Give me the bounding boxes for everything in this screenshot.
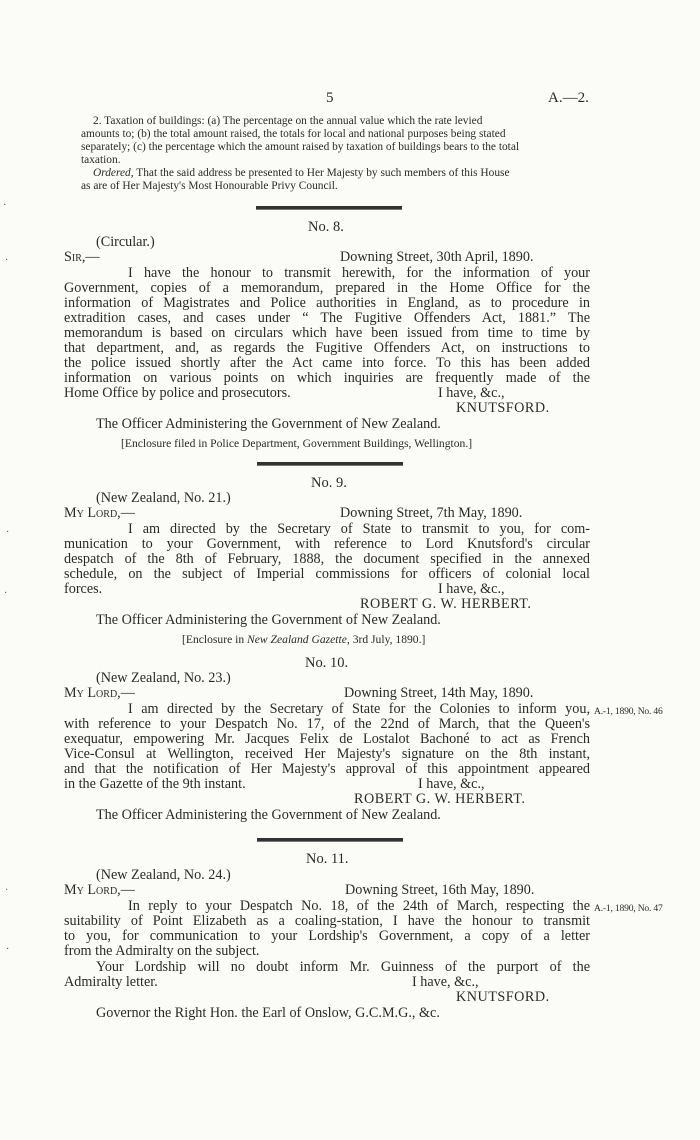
- enclosure-note: [182, 633, 425, 646]
- ordered-line-2: as are of Her Majesty's Most Honourable Privy Council.: [81, 180, 338, 192]
- body-line: despatch of the 8th of February, 1888, the document specified in the annexed: [64, 551, 590, 567]
- body-line: suitability of Point Elizabeth as a coaling-station, I have the honour to transmit: [64, 913, 590, 929]
- letter-prefix: (Circular.): [96, 234, 155, 250]
- body-line: with reference to your Despatch No. 17, of the 22nd of March, that the Queen's: [64, 716, 590, 732]
- body-line: information of Magistrates and Police authorities in England, as to procedure in: [64, 295, 590, 311]
- body-line: memorandum is based on circulars which have been issued from time to time by: [64, 325, 590, 341]
- closing: I have, &c.,: [412, 974, 479, 990]
- page-number: 5: [326, 90, 334, 106]
- letter-prefix: (New Zealand, No. 24.): [96, 867, 231, 883]
- section-rule: [257, 462, 403, 466]
- salutation: My Lord,—: [64, 685, 135, 701]
- body-line: from the Admiralty on the subject.: [64, 943, 260, 959]
- body-line: that department, and, as regards the Fugitive Offenders Act, on instructions to: [64, 340, 590, 356]
- ordered-label: Ordered,: [93, 167, 134, 179]
- letter-number: No. 9.: [311, 475, 347, 491]
- letter-number: No. 11.: [306, 851, 349, 867]
- place-date: Downing Street, 30th April, 1890.: [340, 249, 534, 265]
- signature: KNUTSFORD.: [456, 989, 550, 1005]
- body-line: the police issued shortly after the Act came into force. To this has been added: [64, 355, 590, 371]
- salutation: My Lord,—: [64, 505, 135, 521]
- addressee: The Officer Administering the Government of New Zealand.: [96, 612, 441, 628]
- letter-prefix: (New Zealand, No. 21.): [96, 490, 231, 506]
- closing: I have, &c.,: [438, 581, 505, 597]
- ordered-text: That the said address be presented to Her Majesty by such members of this House: [136, 167, 510, 179]
- salutation: My Lord,—: [64, 882, 135, 898]
- body-line: Your Lordship will no doubt inform Mr. Guinness of the purport of the: [96, 959, 590, 975]
- body-line: Government, copies of a memorandum, prepared in the Home Office for the: [64, 280, 590, 296]
- enclosure-pre: [Enclosure in: [182, 633, 245, 646]
- body-line: I am directed by the Secretary of State for the Colonies to inform you,: [128, 701, 590, 717]
- letter-number: No. 8.: [308, 219, 344, 235]
- salutation: Sir,—: [64, 249, 100, 265]
- preamble-line: 2. Taxation of buildings: (a) The percentage on the annual value which the rate levied: [93, 115, 483, 127]
- section-rule: [256, 206, 402, 210]
- closing: I have, &c.,: [438, 385, 505, 401]
- ordered-line: [93, 167, 510, 180]
- section-rule: [257, 838, 403, 842]
- addressee: The Officer Administering the Government of New Zealand.: [96, 416, 441, 432]
- letter-prefix: (New Zealand, No. 23.): [96, 670, 231, 686]
- place-date: Downing Street, 16th May, 1890.: [345, 882, 535, 898]
- body-line: extradition cases, and cases under “ The Fugitive Offenders Act, 1881.” The: [64, 310, 590, 326]
- signature: ROBERT G. W. HERBERT.: [354, 791, 526, 807]
- body-line: I am directed by the Secretary of State to transmit to you, for com-: [128, 521, 590, 537]
- body-line: Admiralty letter.: [64, 974, 158, 990]
- place-date: Downing Street, 7th May, 1890.: [340, 505, 523, 521]
- enclosure-gazette: New Zealand Gazette,: [247, 633, 350, 646]
- addressee: Governor the Right Hon. the Earl of Onslow, G.C.M.G., &c.: [96, 1005, 440, 1021]
- body-line: to you, for communication to your Lordship's Government, a copy of a letter: [64, 928, 590, 944]
- paper-reference: A.—2.: [548, 90, 589, 106]
- preamble-line: amounts to; (b) the total amount raised, the totals for local and national purposes being stated: [81, 128, 506, 140]
- preamble-line: taxation.: [81, 154, 121, 166]
- scan-mark: ·: [4, 588, 8, 599]
- body-line: exequatur, empowering Mr. Jacques Felix de Lostalot Bachoné to act as French: [64, 731, 590, 747]
- scan-mark: ·: [6, 944, 10, 955]
- scan-mark: ·: [5, 255, 9, 266]
- body-line: In reply to your Despatch No. 18, of the 24th of March, respecting the: [128, 898, 590, 914]
- body-line: Vice-Consul at Wellington, received Her Majesty's signature on the 8th instant,: [64, 746, 590, 762]
- body-line: forces.: [64, 581, 103, 597]
- addressee: The Officer Administering the Government of New Zealand.: [96, 807, 441, 823]
- scan-mark: ·: [3, 200, 7, 211]
- closing: I have, &c.,: [418, 776, 485, 792]
- margin-reference: A.-1, 1890, No. 47: [594, 903, 663, 914]
- body-line: and that the notification of Her Majesty's approval of this appointment appeared: [64, 761, 590, 777]
- place-date: Downing Street, 14th May, 1890.: [344, 685, 534, 701]
- scan-mark: ·: [5, 885, 9, 896]
- body-line: schedule, on the subject of Imperial commissions for officers of colonial local: [64, 566, 590, 582]
- body-line: I have the honour to transmit herewith, for the information of your: [128, 265, 590, 281]
- body-line: munication to your Government, with reference to Lord Knutsford's circular: [64, 536, 590, 552]
- letter-number: No. 10.: [305, 655, 349, 671]
- scan-mark: ·: [6, 527, 10, 538]
- preamble-line: separately; (c) the percentage which the amount raised by taxation of buildings bears to the total: [81, 141, 520, 153]
- enclosure-note: [Enclosure filed in Police Department, Government Buildings, Wellington.]: [121, 437, 473, 450]
- signature: KNUTSFORD.: [456, 400, 550, 416]
- signature: ROBERT G. W. HERBERT.: [360, 596, 532, 612]
- enclosure-post: 3rd July, 1890.]: [352, 633, 426, 646]
- body-line: information on various points on which inquiries are frequently made of the: [64, 370, 590, 386]
- body-line: in the Gazette of the 9th instant.: [64, 776, 246, 792]
- margin-reference: A.-1, 1890, No. 46: [594, 706, 663, 717]
- body-line: Home Office by police and prosecutors.: [64, 385, 291, 401]
